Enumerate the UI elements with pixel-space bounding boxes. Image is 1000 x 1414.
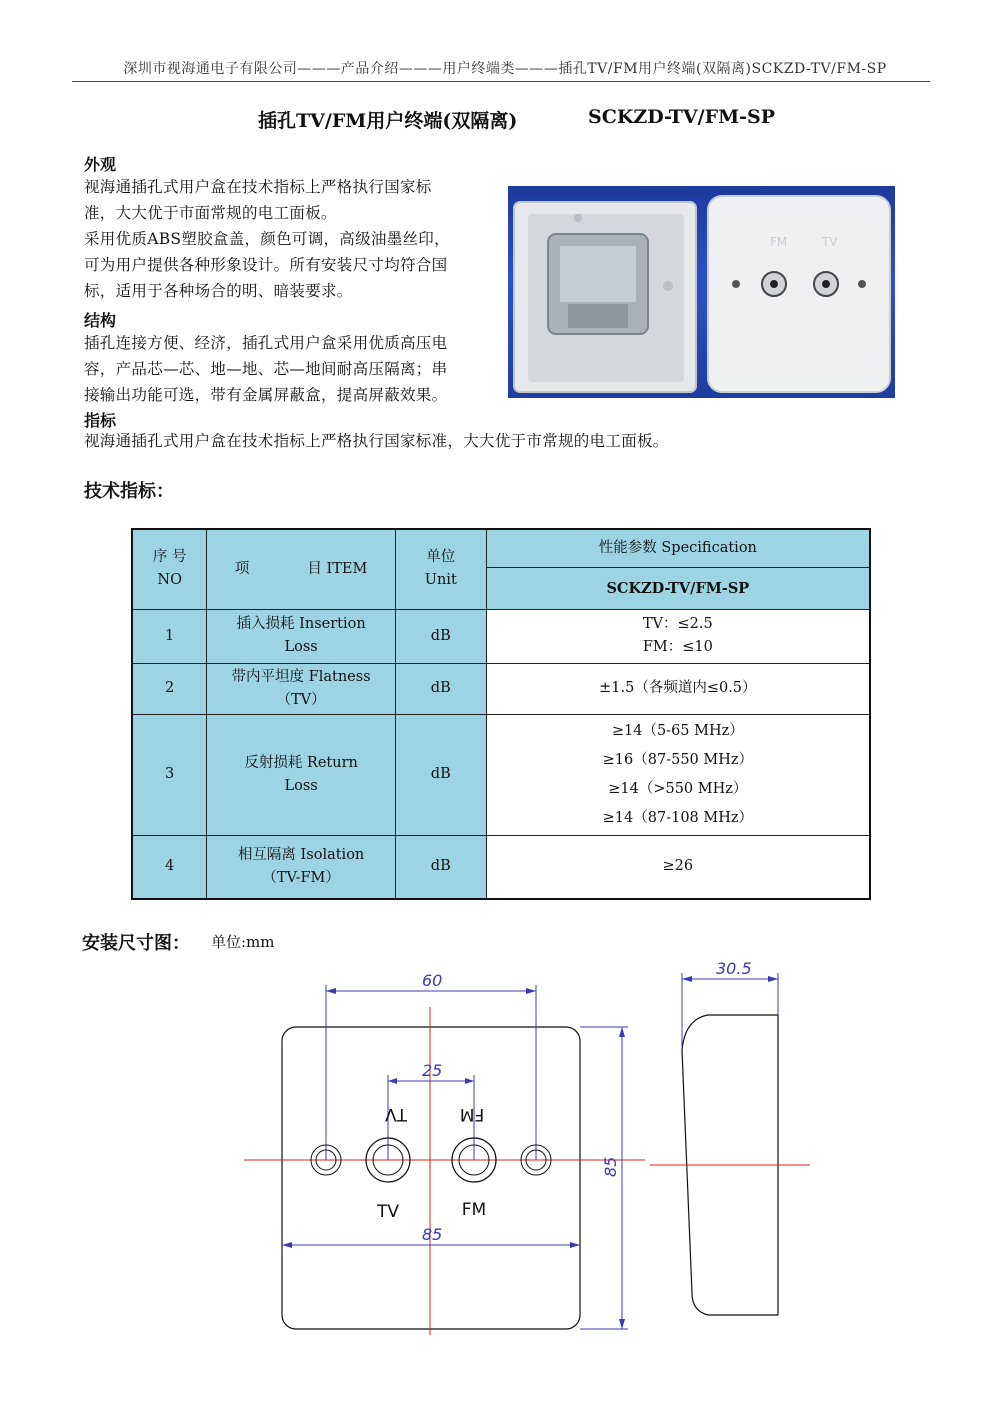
shield-label	[560, 246, 636, 302]
row-no: 3	[132, 714, 207, 835]
row-item: 带内平坦度 Flatness （TV）	[207, 663, 396, 714]
install-unit: 单位:mm	[211, 933, 275, 951]
tech-spec-heading: 技术指标：	[84, 481, 174, 502]
row-value: ≥26	[486, 835, 870, 899]
appearance-text	[84, 174, 504, 304]
structure-text	[84, 330, 504, 408]
col-header-no: 序 号 NO	[132, 529, 207, 609]
appearance-line: 标，适用于各种场合的明、暗装要求。	[84, 282, 353, 300]
col-header-item: 项 目 ITEM	[207, 529, 396, 609]
appearance-heading: 外观	[84, 155, 117, 174]
row-no: 4	[132, 835, 207, 899]
fm-label: FM	[461, 1200, 487, 1220]
table-header-row	[132, 529, 870, 567]
row-unit: dB	[395, 835, 486, 899]
row-no: 1	[132, 609, 207, 663]
row-item: 相互隔离 Isolation （TV-FM）	[207, 835, 396, 899]
spec-table	[131, 528, 871, 900]
col-header-model: SCKZD-TV/FM-SP	[486, 567, 870, 609]
appearance-line: 采用优质ABS塑胶盒盖，颜色可调，高级油墨丝印，	[84, 230, 450, 248]
row-unit: dB	[395, 609, 486, 663]
spec-text	[84, 428, 844, 454]
tv-label: TV	[376, 1202, 400, 1222]
product-photo	[508, 186, 895, 398]
col-header-spec: 性能参数 Specification	[486, 529, 870, 567]
header-divider	[72, 81, 930, 82]
structure-line: 容，产品芯—芯、地—地、芯—地间耐高压隔离；串	[84, 360, 448, 378]
dim-label-60: 60	[422, 971, 443, 990]
appearance-line: 可为用户提供各种形象设计。所有安装尺寸均符合国	[84, 256, 448, 274]
row-value: TV：≤2.5 FM：≤10	[486, 609, 870, 663]
row-value: ±1.5（各频道内≤0.5）	[486, 663, 870, 714]
dim-label-85-height: 85	[601, 1156, 620, 1177]
structure-line: 接输出功能可选，带有金属屏蔽盒，提高屏蔽效果。	[84, 386, 448, 404]
row-no: 2	[132, 663, 207, 714]
fm-mirror-label: FM	[459, 1104, 485, 1124]
product-photo-illustration	[508, 186, 895, 398]
spec-heading: 指标	[84, 411, 117, 430]
photo-tv-label: TV	[822, 235, 838, 249]
product-model: SCKZD-TV/FM-SP	[588, 106, 776, 128]
tv-mirror-label: TV	[384, 1104, 408, 1124]
structure-line: 插孔连接方便、经济，插孔式用户盒采用优质高压电	[84, 334, 448, 352]
install-heading: 安装尺寸图：	[82, 933, 190, 954]
table-row	[132, 609, 870, 663]
front-plate	[708, 196, 890, 392]
row-unit: dB	[395, 714, 486, 835]
appearance-line: 视海通插孔式用户盒在技术指标上严格执行国家标	[84, 178, 432, 196]
table-row	[132, 663, 870, 714]
row-item: 插入损耗 Insertion Loss	[207, 609, 396, 663]
dim-label-25: 25	[422, 1061, 443, 1080]
table-row	[132, 714, 870, 835]
spec-line: 视海通插孔式用户盒在技术指标上严格执行国家标准，大大优于市常规的电工面板。	[84, 432, 669, 450]
row-unit: dB	[395, 663, 486, 714]
row-value: ≥14（5-65 MHz） ≥16（87-550 MHz） ≥14（>550 MHz） ≥14（87-108 MHz）	[486, 714, 870, 835]
col-header-unit: 单位 Unit	[395, 529, 486, 609]
product-title: 插孔TV/FM用户终端(双隔离)	[258, 110, 518, 132]
table-row	[132, 835, 870, 899]
install-drawing	[230, 955, 830, 1335]
structure-heading: 结构	[84, 311, 117, 330]
page-header: 深圳市视海通电子有限公司———产品介绍———用户终端类———插孔TV/FM用户终端(双隔离)SCKZD-TV/FM-SP	[123, 61, 887, 77]
dim-label-85-width: 85	[422, 1225, 443, 1244]
photo-fm-label: FM	[770, 235, 788, 249]
dim-label-30-5: 30.5	[716, 959, 752, 978]
row-item: 反射损耗 Return Loss	[207, 714, 396, 835]
appearance-line: 准，大大优于市面常规的电工面板。	[84, 204, 337, 222]
